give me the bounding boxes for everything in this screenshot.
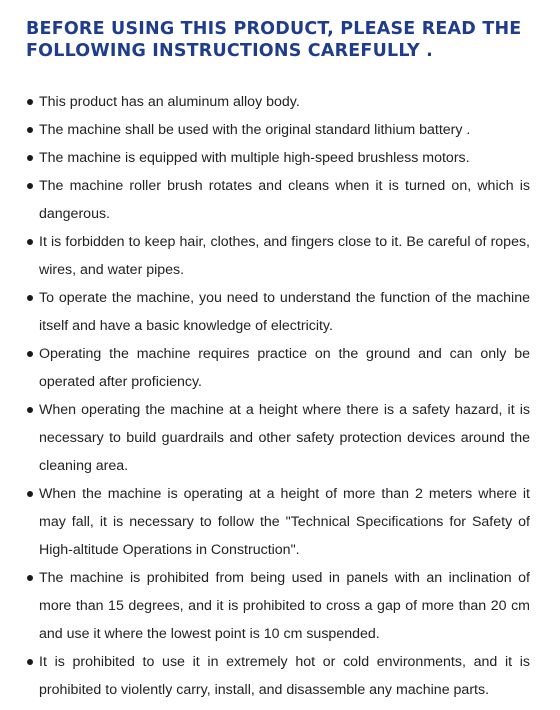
bullet-icon <box>27 295 33 301</box>
list-item <box>26 144 530 172</box>
bullet-icon <box>27 239 33 245</box>
bullet-icon <box>27 155 33 161</box>
list-item-text: Operating the machine requires practice on the ground and can only be operated after proficiency. <box>39 346 530 390</box>
list-item <box>26 172 530 228</box>
bullet-icon <box>27 491 33 497</box>
list-item-text: This product has an aluminum alloy body. <box>39 94 300 110</box>
bullet-icon <box>27 659 33 665</box>
bullet-icon <box>27 127 33 133</box>
title-line-2: FOLLOWING INSTRUCTIONS CAREFULLY . <box>26 41 433 61</box>
list-item-text: It is prohibited to use it in extremely hot or cold environments, and it is prohibited to violently carry, install, and disassemble any machine parts. <box>39 654 530 698</box>
list-item-text: The machine is equipped with multiple high-speed brushless motors. <box>39 150 470 166</box>
list-item-text: The machine roller brush rotates and cleans when it is turned on, which is dangerous. <box>39 178 530 222</box>
page-title <box>26 18 546 62</box>
list-item <box>26 480 530 564</box>
list-item <box>26 396 530 480</box>
bullet-icon <box>27 575 33 581</box>
bullet-icon <box>27 407 33 413</box>
list-item-text: When operating the machine at a height where there is a safety hazard, it is necessary to build guardrails and other safety protection devices around the cleaning area. <box>39 402 530 474</box>
instruction-list <box>26 88 530 704</box>
list-item <box>26 340 530 396</box>
list-item <box>26 88 530 116</box>
bullet-icon <box>27 183 33 189</box>
list-item <box>26 228 530 284</box>
list-item <box>26 564 530 648</box>
list-item-text: To operate the machine, you need to understand the function of the machine itself and have a basic knowledge of electricity. <box>39 290 530 334</box>
title-line-1: BEFORE USING THIS PRODUCT, PLEASE READ THE <box>26 19 522 39</box>
list-item <box>26 116 530 144</box>
list-item <box>26 284 530 340</box>
bullet-icon <box>27 99 33 105</box>
list-item <box>26 648 530 704</box>
list-item-text: When the machine is operating at a height of more than 2 meters where it may fall, it is necessary to follow the "Technical Specifications for Safety of High-altitude Operations in Construction". <box>39 486 530 558</box>
list-item-text: It is forbidden to keep hair, clothes, and fingers close to it. Be careful of ropes, wires, and water pipes. <box>39 234 530 278</box>
list-item-text: The machine shall be used with the original standard lithium battery . <box>39 122 471 138</box>
bullet-icon <box>27 351 33 357</box>
list-item-text: The machine is prohibited from being used in panels with an inclination of more than 15 degrees, and it is prohibited to cross a gap of more than 20 cm and use it where the lowest point is 10 cm suspended. <box>39 570 530 642</box>
